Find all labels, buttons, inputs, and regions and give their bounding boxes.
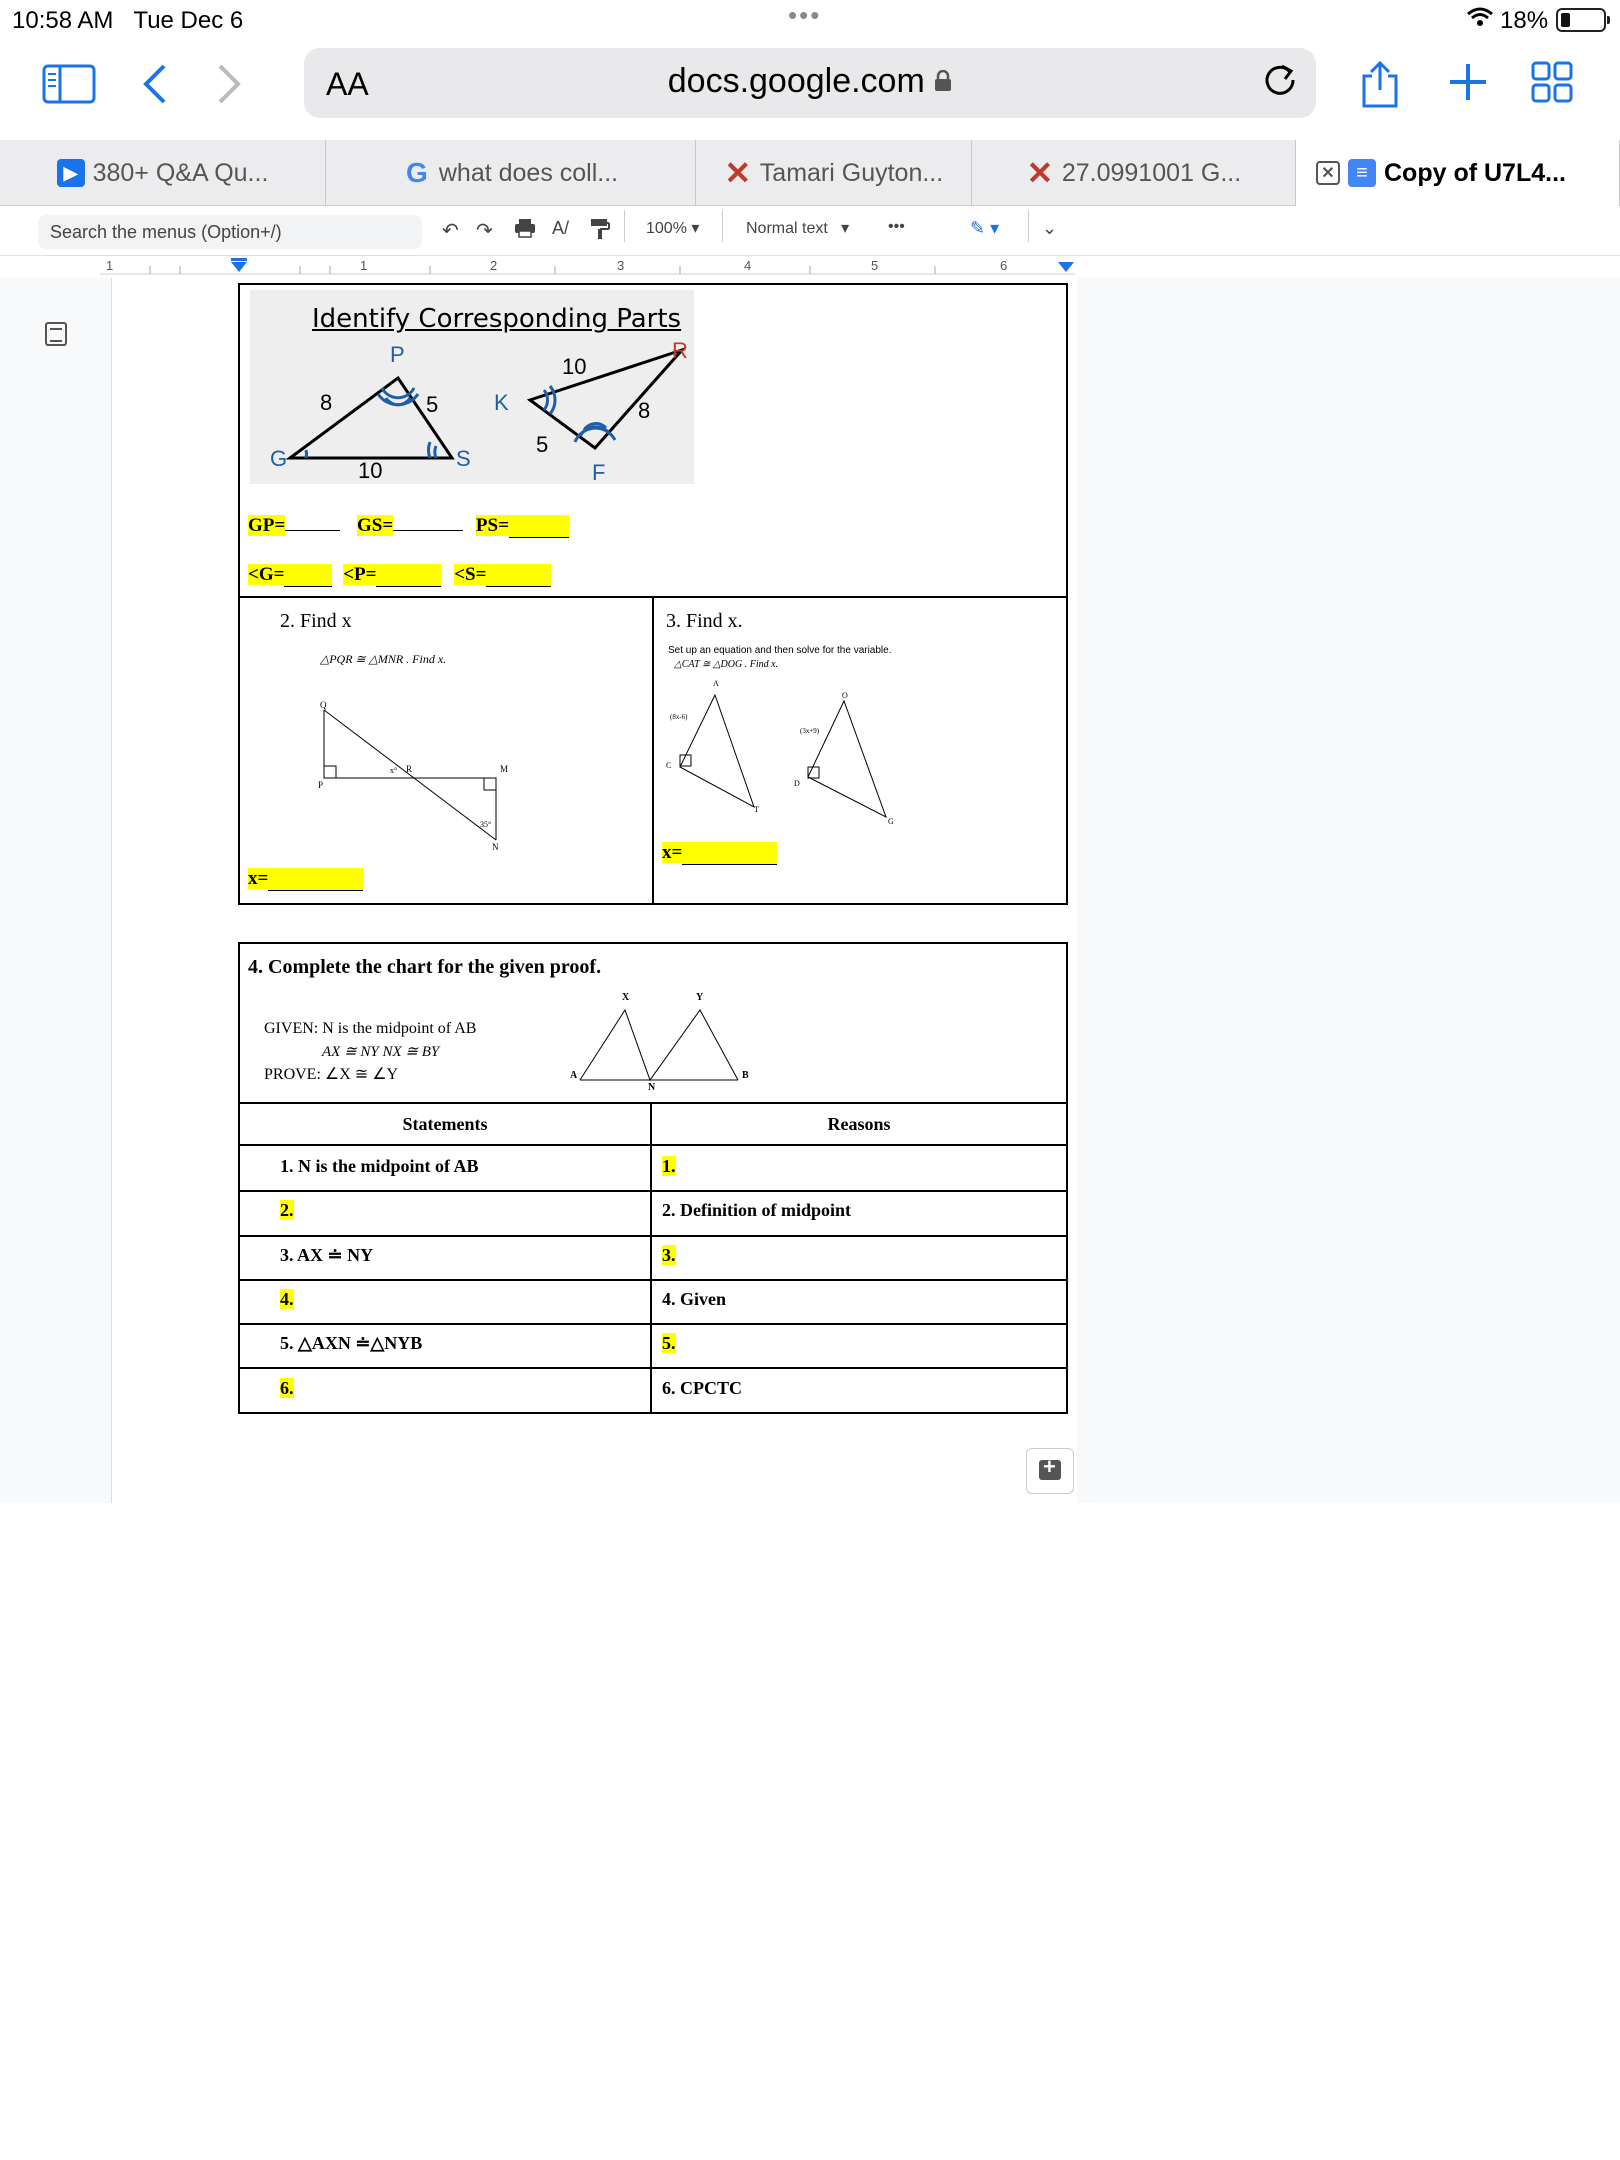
tab-2[interactable]: G what does coll... (326, 140, 696, 206)
battery-percent: 18% (1500, 7, 1549, 34)
menu-search-input[interactable]: Search the menus (Option+/) (38, 215, 422, 249)
lock-icon (934, 70, 952, 92)
status-time: 10:58 AM Tue Dec 6 (12, 7, 244, 34)
proof-reason-2[interactable] (652, 1190, 1068, 1236)
proof-statement-5[interactable] (238, 1323, 652, 1369)
proof-statement-3[interactable] (238, 1235, 652, 1281)
wifi-icon (1466, 6, 1494, 35)
tab-overview-icon[interactable] (1530, 60, 1574, 112)
reason-text: 5. (662, 1333, 676, 1354)
proof-reason-3[interactable] (652, 1235, 1068, 1281)
reason-text: 4. Given (662, 1288, 727, 1309)
x-logo-icon: ✕ (1026, 155, 1054, 191)
close-tab-icon[interactable]: ✕ (1316, 161, 1340, 185)
text-size-button[interactable]: AA (326, 66, 369, 102)
undo-icon[interactable]: ↶ (442, 220, 459, 242)
toolbar-divider (722, 210, 723, 242)
canvas-margin (1077, 278, 1620, 1503)
paint-format-icon[interactable] (590, 218, 610, 245)
redo-icon[interactable]: ↷ (476, 220, 493, 242)
statement-text: 5. △AXN ≐△NYB (280, 1333, 423, 1354)
status-bar (0, 0, 1620, 40)
proof-statement-2[interactable] (238, 1190, 652, 1236)
q3-figure: A C T O D G (8x-6) (3x+9) (666, 679, 894, 826)
spellcheck-icon[interactable]: A/ (552, 218, 570, 238)
url-text: docs.google.com (304, 62, 1316, 101)
statements-header: Statements (238, 1102, 652, 1146)
style-select[interactable]: Normal text ▾ (746, 220, 850, 237)
toolbar-divider (1028, 210, 1029, 242)
reasons-header: Reasons (652, 1102, 1068, 1146)
q2-figure: Q P R x° M N 35° (318, 700, 509, 852)
q4-title: 4. Complete the chart for the given proof. (248, 956, 602, 978)
statement-text: 3. AX ≐ NY (280, 1244, 374, 1265)
q1-angles-row: <G= <P= <S= (248, 564, 551, 587)
q4-given: GIVEN: N is the midpoint of AB (264, 1020, 477, 1037)
tab-5-active[interactable]: ✕ ≡ Copy of U7L4... (1296, 140, 1620, 206)
play-icon: ▶ (57, 159, 85, 187)
proof-reason-6[interactable] (652, 1368, 1068, 1414)
proof-statement-4[interactable] (238, 1279, 652, 1325)
q4-figure: X Y A N B (570, 992, 749, 1093)
q2-statement: △PQR ≅ △MNR . Find x. (320, 652, 447, 666)
q4-prove: PROVE: ∠X ≅ ∠Y (264, 1066, 399, 1083)
q3-statement: △CAT ≅ △DOG . Find x. (674, 659, 779, 670)
q3-title: 3. Find x. (666, 610, 743, 632)
battery-icon (1556, 8, 1606, 32)
proof-reason-5[interactable] (652, 1323, 1068, 1369)
reason-text: 3. (662, 1244, 676, 1265)
reason-text: 2. Definition of midpoint (662, 1200, 852, 1221)
sidebar-icon[interactable] (42, 64, 96, 112)
google-icon: G (405, 157, 428, 188)
x-logo-icon: ✕ (724, 155, 752, 191)
tab-4[interactable]: ✕ 27.0991001 G... (972, 140, 1296, 206)
more-options-icon[interactable]: ••• (888, 218, 905, 235)
left-panel (0, 278, 112, 1503)
q2-q3-divider (652, 596, 654, 905)
reason-text: 6. CPCTC (662, 1377, 742, 1398)
docs-icon: ≡ (1348, 159, 1376, 187)
proof-reason-4[interactable] (652, 1279, 1068, 1325)
add-comment-button[interactable] (1026, 1448, 1074, 1494)
statement-text: 1. N is the midpoint of AB (280, 1156, 479, 1176)
share-icon[interactable] (1358, 60, 1402, 118)
q2-title: 2. Find x (280, 610, 352, 632)
back-icon[interactable] (140, 62, 170, 114)
tab-bar (0, 140, 1620, 206)
statement-text: 6. (280, 1377, 294, 1398)
q2-answer: x= (248, 868, 363, 891)
chevron-down-icon[interactable]: ⌄ (1042, 218, 1058, 238)
q3-instruction: Set up an equation and then solve for the variable. (668, 645, 892, 656)
ruler: 1 1 2 3 4 5 6 (0, 256, 1080, 278)
docs-toolbar (0, 206, 1620, 256)
new-tab-icon[interactable] (1446, 60, 1490, 112)
proof-statement-1[interactable] (238, 1146, 652, 1192)
editing-mode-icon[interactable]: ✎ ▾ (970, 218, 1000, 238)
proof-statement-6[interactable] (238, 1368, 652, 1414)
print-icon[interactable] (514, 218, 536, 243)
forward-icon[interactable] (214, 62, 244, 114)
zoom-select[interactable]: 100% ▾ (646, 220, 700, 237)
statement-text: 2. (280, 1200, 294, 1221)
tab-3[interactable]: ✕ Tamari Guyton... (696, 140, 972, 206)
q1-figure: Identify Corresponding Parts P G S K R F 8 5 10 10 8 5 (250, 290, 694, 484)
address-bar[interactable] (304, 48, 1316, 118)
reason-text: 1. (662, 1156, 676, 1176)
q1-title: Identify Corresponding Parts (312, 304, 682, 334)
proof-reason-1[interactable] (652, 1146, 1068, 1192)
outline-icon[interactable] (45, 322, 67, 346)
multitasking-dots[interactable]: ••• (788, 0, 822, 30)
statement-text: 4. (280, 1288, 294, 1309)
reload-icon[interactable] (1262, 58, 1298, 108)
q3-answer: x= (662, 842, 777, 865)
q4-given-2: AX ≅ NY NX ≅ BY (322, 1044, 440, 1060)
toolbar-divider (624, 210, 625, 242)
tab-1[interactable]: ▶ 380+ Q&A Qu... (0, 140, 326, 206)
q1-sides-row: GP= GS= PS= (248, 515, 569, 538)
